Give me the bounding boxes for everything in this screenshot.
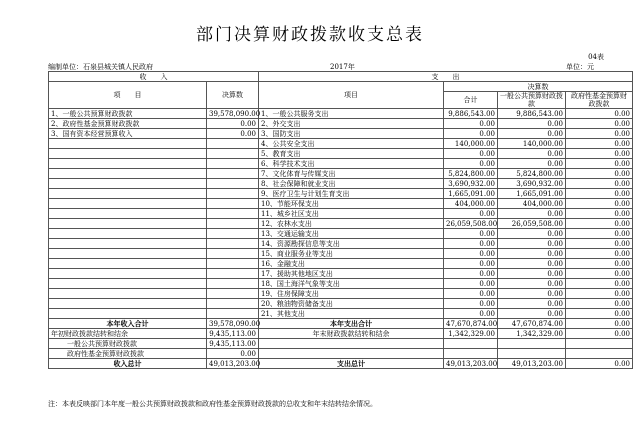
table-row — [49, 279, 633, 289]
expense-general: 0.00 — [498, 309, 566, 319]
expense-fund: 0.00 — [566, 189, 633, 199]
income-item — [49, 239, 207, 249]
expense-total: 0.00 — [444, 149, 498, 159]
blank-cell — [259, 349, 444, 359]
expense-fund: 0.00 — [566, 249, 633, 259]
expense-fund: 0.00 — [566, 309, 633, 319]
income-item: 3、国有资本经营预算收入 — [49, 129, 207, 139]
income-amount: 0.00 — [207, 129, 259, 139]
expense-total: 26,059,508.00 — [444, 219, 498, 229]
expense-item: 3、国防支出 — [259, 129, 444, 139]
income-amount: 0.00 — [207, 119, 259, 129]
table-row — [49, 139, 633, 149]
expense-total: 0.00 — [444, 159, 498, 169]
income-amount: 39,578,090.00 — [207, 109, 259, 119]
expense-item: 19、住房保障支出 — [259, 289, 444, 299]
footnote: 注：本表反映部门本年度一般公共预算财政拨款和政府性基金预算财政拨款的总收支和年末结转结余情况。 — [48, 400, 377, 408]
expense-item: 14、资源勘探信息等支出 — [259, 239, 444, 249]
income-item — [49, 279, 207, 289]
income-item — [49, 169, 207, 179]
grand-expense-label: 支出总计 — [259, 359, 444, 369]
expense-total: 5,824,800.00 — [444, 169, 498, 179]
income-item — [49, 309, 207, 319]
expense-general: 0.00 — [498, 269, 566, 279]
table-row — [49, 219, 633, 229]
carry-label: 年初财政拨款结转和结余 — [49, 329, 207, 339]
income-item — [49, 289, 207, 299]
expense-general: 0.00 — [498, 249, 566, 259]
total-header: 合计 — [444, 92, 498, 109]
carry-general-label: 一般公共预算财政拨款 — [49, 339, 207, 349]
expense-general: 0.00 — [498, 239, 566, 249]
expense-general: 26,059,508.00 — [498, 219, 566, 229]
expense-general: 0.00 — [498, 159, 566, 169]
grand-income-label: 收入总计 — [49, 359, 207, 369]
income-item: 2、政府性基金预算财政拨款 — [49, 119, 207, 129]
income-item — [49, 139, 207, 149]
expense-total: 0.00 — [444, 209, 498, 219]
expense-total-general: 47,670,874.00 — [498, 319, 566, 329]
expense-fund: 0.00 — [566, 199, 633, 209]
income-amount — [207, 289, 259, 299]
table-row — [49, 269, 633, 279]
expense-total: 0.00 — [444, 269, 498, 279]
expense-item: 18、国土海洋气象等支出 — [259, 279, 444, 289]
income-amount — [207, 219, 259, 229]
income-item-header: 项 目 — [49, 82, 207, 109]
currency-unit: 单位：元 — [566, 63, 594, 71]
expense-total: 0.00 — [444, 249, 498, 259]
expense-fund: 0.00 — [566, 269, 633, 279]
expense-total: 3,690,932.00 — [444, 179, 498, 189]
table-row — [49, 239, 633, 249]
income-total-label: 本年收入合计 — [49, 319, 207, 329]
expense-fund: 0.00 — [566, 219, 633, 229]
expense-item: 6、科学技术支出 — [259, 159, 444, 169]
grand-expense-fund: 0.00 — [566, 359, 633, 369]
income-amount — [207, 139, 259, 149]
form-number: 04表 — [588, 53, 604, 61]
expense-total: 0.00 — [444, 129, 498, 139]
expense-fund: 0.00 — [566, 149, 633, 159]
expense-total: 0.00 — [444, 289, 498, 299]
income-item: 1、一般公共预算财政拨款 — [49, 109, 207, 119]
expense-fund: 0.00 — [566, 119, 633, 129]
blank-cell — [444, 349, 498, 359]
expense-total: 140,000.00 — [444, 139, 498, 149]
income-amount — [207, 239, 259, 249]
income-item — [49, 249, 207, 259]
table-row — [49, 289, 633, 299]
grand-income-amount: 49,013,203.00 — [207, 359, 259, 369]
expense-item: 17、援助其他地区支出 — [259, 269, 444, 279]
page-title: 部门决算财政拨款收支总表 — [196, 25, 424, 45]
end-balance-fund: 0.00 — [566, 329, 633, 339]
carry-row — [49, 329, 633, 339]
income-amount — [207, 249, 259, 259]
blank-cell — [566, 349, 633, 359]
expense-general: 5,824,800.00 — [498, 169, 566, 179]
expense-item: 1、一般公共服务支出 — [259, 109, 444, 119]
blank-cell — [498, 339, 566, 349]
income-item — [49, 179, 207, 189]
expense-item: 13、交通运输支出 — [259, 229, 444, 239]
expense-fund: 0.00 — [566, 299, 633, 309]
table-row — [49, 209, 633, 219]
expense-total: 0.00 — [444, 259, 498, 269]
header-row-2 — [49, 82, 633, 92]
expense-fund: 0.00 — [566, 179, 633, 189]
expense-fund: 0.00 — [566, 289, 633, 299]
table-row — [49, 189, 633, 199]
general-header: 一般公共预算财政拨款 — [498, 92, 566, 109]
income-amount — [207, 179, 259, 189]
expense-fund: 0.00 — [566, 109, 633, 119]
income-amount — [207, 199, 259, 209]
income-amount — [207, 279, 259, 289]
fund-header: 政府性基金预算财政拨款 — [566, 92, 633, 109]
expense-general: 9,886,543.00 — [498, 109, 566, 119]
income-header: 收 入 — [49, 72, 259, 82]
income-amount — [207, 149, 259, 159]
income-item — [49, 189, 207, 199]
table-row — [49, 159, 633, 169]
expense-total: 9,886,543.00 — [444, 109, 498, 119]
expense-general: 0.00 — [498, 229, 566, 239]
expense-item: 7、文化体育与传媒支出 — [259, 169, 444, 179]
income-item — [49, 159, 207, 169]
income-decided-header: 决算数 — [207, 82, 259, 109]
expense-general: 0.00 — [498, 149, 566, 159]
table-row — [49, 109, 633, 119]
table-row — [49, 309, 633, 319]
expense-general: 404,000.00 — [498, 199, 566, 209]
table-row — [49, 119, 633, 129]
finance-table — [48, 71, 633, 369]
expense-total: 0.00 — [444, 239, 498, 249]
expense-general: 0.00 — [498, 129, 566, 139]
expense-general: 0.00 — [498, 119, 566, 129]
carry-general-row — [49, 339, 633, 349]
expense-total: 0.00 — [444, 309, 498, 319]
income-amount — [207, 229, 259, 239]
expense-fund: 0.00 — [566, 229, 633, 239]
table-row — [49, 199, 633, 209]
income-amount — [207, 269, 259, 279]
income-total-row — [49, 319, 633, 329]
expense-total-amount: 47,670,874.00 — [444, 319, 498, 329]
expense-item: 2、外交支出 — [259, 119, 444, 129]
expense-total-label: 本年支出合计 — [259, 319, 444, 329]
expense-fund: 0.00 — [566, 239, 633, 249]
expense-total: 0.00 — [444, 279, 498, 289]
income-amount — [207, 259, 259, 269]
end-balance-general: 1,342,329.00 — [498, 329, 566, 339]
expense-item: 21、其他支出 — [259, 309, 444, 319]
grand-expense-general: 49,013,203.00 — [498, 359, 566, 369]
carry-fund-label: 政府性基金预算财政拨款 — [49, 349, 207, 359]
blank-cell — [259, 339, 444, 349]
blank-cell — [444, 339, 498, 349]
income-item — [49, 229, 207, 239]
expense-item: 8、社会保障和就业支出 — [259, 179, 444, 189]
expense-general: 1,665,091.00 — [498, 189, 566, 199]
expense-total: 1,665,091.00 — [444, 189, 498, 199]
expense-fund: 0.00 — [566, 169, 633, 179]
income-amount — [207, 189, 259, 199]
header-row-1 — [49, 72, 633, 82]
expense-total: 0.00 — [444, 119, 498, 129]
expense-general: 0.00 — [498, 299, 566, 309]
expense-general: 3,690,932.00 — [498, 179, 566, 189]
income-amount — [207, 169, 259, 179]
income-item — [49, 209, 207, 219]
table-row — [49, 129, 633, 139]
expense-item: 15、商业服务业等支出 — [259, 249, 444, 259]
carry-fund-amount: 0.00 — [207, 349, 259, 359]
grand-total-row — [49, 359, 633, 369]
expense-total: 0.00 — [444, 299, 498, 309]
expense-fund: 0.00 — [566, 259, 633, 269]
reporting-unit: 编制单位：石泉县城关镇人民政府 — [48, 63, 153, 71]
income-amount — [207, 209, 259, 219]
expense-item: 9、医疗卫生与计划生育支出 — [259, 189, 444, 199]
table-row — [49, 179, 633, 189]
end-balance-label: 年末财政拨款结转和结余 — [259, 329, 444, 339]
expense-total: 0.00 — [444, 229, 498, 239]
income-amount — [207, 309, 259, 319]
expense-general: 0.00 — [498, 289, 566, 299]
expense-fund: 0.00 — [566, 139, 633, 149]
income-amount — [207, 299, 259, 309]
expense-item: 20、粮油物资储备支出 — [259, 299, 444, 309]
blank-cell — [498, 349, 566, 359]
carry-amount: 9,435,113.00 — [207, 329, 259, 339]
expense-general: 0.00 — [498, 259, 566, 269]
income-item — [49, 259, 207, 269]
expense-general: 0.00 — [498, 279, 566, 289]
expense-fund: 0.00 — [566, 209, 633, 219]
expense-general: 140,000.00 — [498, 139, 566, 149]
income-item — [49, 219, 207, 229]
expense-item-header: 项目 — [259, 82, 444, 109]
expense-header: 支 出 — [259, 72, 633, 82]
table-row — [49, 229, 633, 239]
expense-fund: 0.00 — [566, 279, 633, 289]
expense-item: 11、城乡社区支出 — [259, 209, 444, 219]
report-year: 2017年 — [330, 63, 355, 71]
table-row — [49, 299, 633, 309]
income-total-amount: 39,578,090.00 — [207, 319, 259, 329]
expense-item: 12、农林水支出 — [259, 219, 444, 229]
table-row — [49, 259, 633, 269]
meta-bar — [48, 62, 594, 71]
income-item — [49, 269, 207, 279]
expense-fund: 0.00 — [566, 129, 633, 139]
expense-item: 5、教育支出 — [259, 149, 444, 159]
grand-expense-total: 49,013,203.00 — [444, 359, 498, 369]
table-row — [49, 149, 633, 159]
expense-item: 16、金融支出 — [259, 259, 444, 269]
expense-item: 10、节能环保支出 — [259, 199, 444, 209]
table-row — [49, 169, 633, 179]
expense-general: 0.00 — [498, 209, 566, 219]
income-item — [49, 299, 207, 309]
expense-fund: 0.00 — [566, 159, 633, 169]
end-balance-total: 1,342,329.00 — [444, 329, 498, 339]
expense-decided-header: 决算数 — [444, 82, 633, 92]
income-amount — [207, 159, 259, 169]
income-item — [49, 199, 207, 209]
expense-total-fund: 0.00 — [566, 319, 633, 329]
table-row — [49, 249, 633, 259]
carry-general-amount: 9,435,113.00 — [207, 339, 259, 349]
expense-item: 4、公共安全支出 — [259, 139, 444, 149]
carry-fund-row — [49, 349, 633, 359]
blank-cell — [566, 339, 633, 349]
expense-total: 404,000.00 — [444, 199, 498, 209]
income-item — [49, 149, 207, 159]
